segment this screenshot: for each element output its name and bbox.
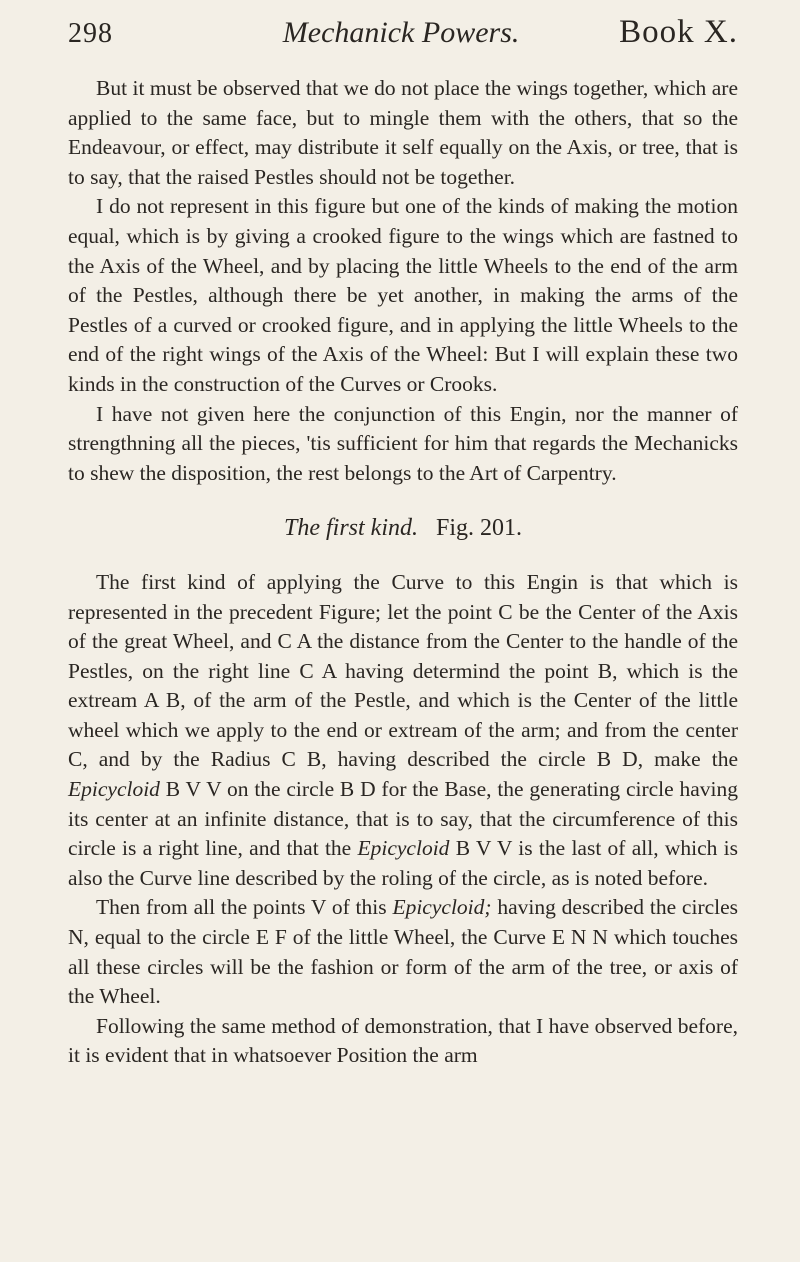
page-number: 298 [68, 18, 113, 49]
paragraph: I do not represent in this figure but one of the kinds of making the motion equal, which is by giving a crooked figure to the wings which are fastned to the Axis of the Wheel, and by placing the little Wheels to the end of the arm of the Pestles, although there be yet another, in making the arms of the Pestles of a curved or crooked figure, and in applying the little Wheels to the end of the right wings of the Axis of the Wheel: But I will explain these two kinds in the construction of the Curves or Crooks. [68, 194, 738, 396]
section-heading [68, 514, 738, 544]
paragraph: I have not given here the conjunction of this Engin, nor the manner of strengthning all the pieces, 'tis sufficient for him that regards the Mechanicks to shew the disposition, the rest belongs to the Art of Carpentry. [68, 401, 738, 485]
paragraph-text: having described the circles N, equal to the circle E F of the little Wheel, the Curve E N N which touches all these circles will be the fashion or form of the arm of the tree, or axis of the Wheel. [68, 895, 739, 1009]
italic-term: Epicycloid; [392, 895, 492, 920]
running-title: Mechanick Powers. [282, 16, 520, 49]
figure-reference: Fig. 201. [436, 515, 523, 542]
italic-term: Epicycloid [357, 836, 450, 861]
paragraph: Following the same method of demonstration, that I have observed before, it is evident that in whatsoever Position the arm [68, 1013, 738, 1068]
paragraph [68, 893, 738, 1011]
paragraph-text: Then from all the points V of this [96, 895, 387, 920]
paragraph-text: The first kind of applying the Curve to this Engin is that which is represented in the precedent Figure; let the point C be the Center of the Axis of the great Wheel, and C A the distance from the Center to the handle of the Pestles, on the right line C A having determind the point B, which is the extream A B, of the arm of the Pestle, and which is the Center of the little wheel which we apply to the end or extream of the arm; and from the center C, and by the Radius C B, having described the circle B D, make the [68, 569, 738, 772]
italic-term: Epicycloid [68, 777, 160, 802]
running-head [68, 14, 738, 74]
paragraph [68, 568, 738, 894]
paragraph-text: B V V is the last of all, which is also the Curve line described by the roling of the circle, as is noted before. [68, 836, 738, 890]
body-text [68, 74, 738, 1071]
paragraph: But it must be observed that we do not place the wings together, which are applied to the same face, but to mingle them with the others, that so the Endeavour, or effect, may distribute it self equally on the Axis, or tree, that is to say, that the raised Pestles should not be together. [68, 76, 738, 189]
book-number: Book X. [619, 14, 738, 50]
paragraph-text: B V V on the circle B D for the Base, the generating circle having its center at an infinite distance, that is to say, that the circumference of this circle is a right line, and that the [68, 777, 738, 861]
section-heading-title: The first kind. [283, 515, 418, 542]
